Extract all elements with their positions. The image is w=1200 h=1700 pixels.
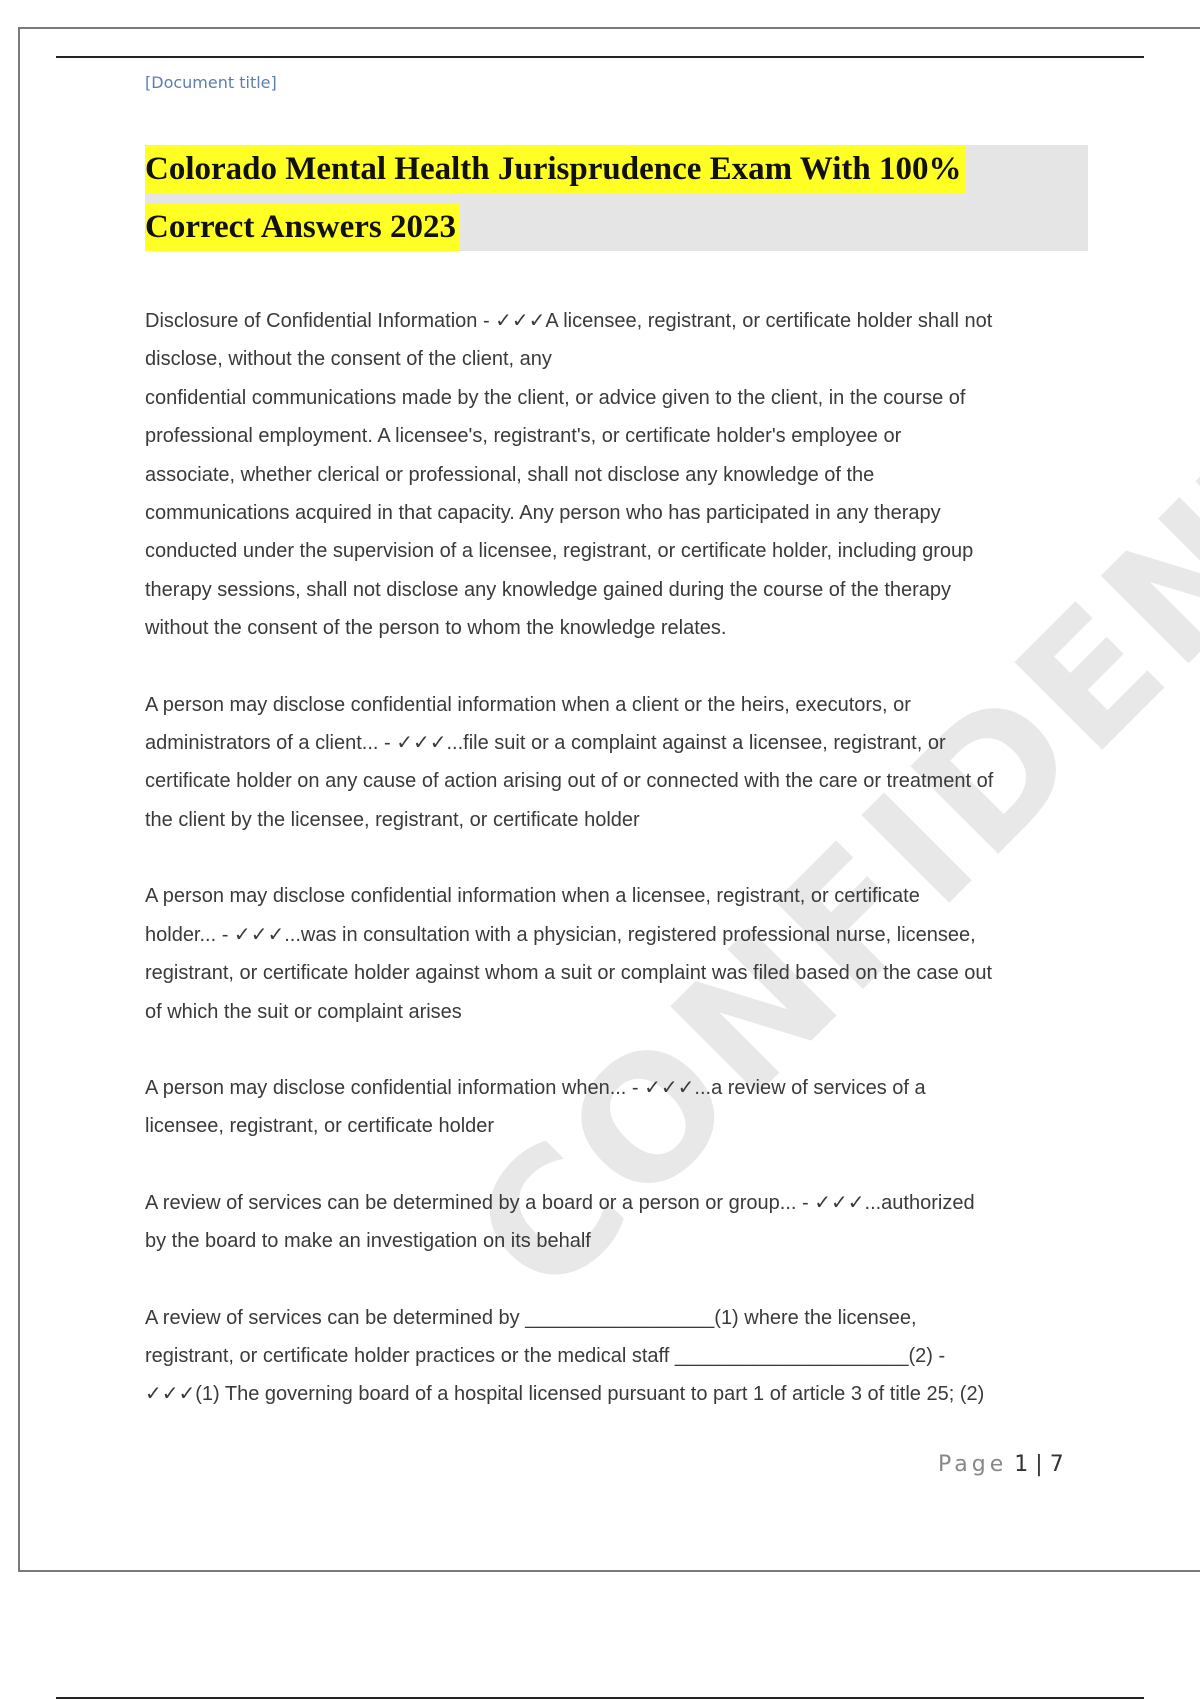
paragraph bbox=[145, 1069, 1095, 1146]
paragraph-line: administrators of a client... - ✓✓✓...file suit or a complaint against a licensee, registrant, or bbox=[145, 732, 946, 755]
paragraph-line: registrant, or certificate holder practices or the medical staff _____________________(2) - bbox=[145, 1344, 946, 1367]
paragraph-line: without the consent of the person to whom the knowledge relates. bbox=[145, 617, 727, 640]
paragraph-line: A person may disclose confidential information when... - ✓✓✓...a review of services of a bbox=[145, 1076, 926, 1099]
paragraph-line: licensee, registrant, or certificate holder bbox=[145, 1115, 495, 1138]
paragraph-line: certificate holder on any cause of action arising out of or connected with the care or treatment of bbox=[145, 770, 994, 793]
paragraph-line: A person may disclose confidential information when a licensee, registrant, or certificate bbox=[145, 885, 920, 908]
paragraph-line: registrant, or certificate holder against whom a suit or complaint was filed based on the case out bbox=[145, 962, 993, 985]
paragraph-line: A person may disclose confidential information when a client or the heirs, executors, or bbox=[145, 693, 911, 716]
page-label: Page bbox=[938, 1452, 1008, 1477]
title-line-2: Correct Answers 2023 bbox=[145, 203, 460, 251]
header-rule bbox=[56, 56, 1144, 58]
current-page: 1 bbox=[1014, 1452, 1029, 1477]
paragraph-line: associate, whether clerical or professional, shall not disclose any knowledge of the bbox=[145, 463, 875, 486]
paragraph bbox=[145, 302, 1095, 648]
paragraph-line: conducted under the supervision of a licensee, registrant, or certificate holder, including group bbox=[145, 540, 974, 563]
document-body bbox=[145, 302, 1095, 1452]
paragraph-line: disclose, without the consent of the client, any bbox=[145, 348, 552, 371]
next-page-rule bbox=[56, 1697, 1144, 1699]
total-pages: 7 bbox=[1049, 1452, 1064, 1477]
paragraph-line: therapy sessions, shall not disclose any knowledge gained during the course of the therapy bbox=[145, 578, 952, 601]
paragraph-line: Disclosure of Confidential Information - ✓✓✓A licensee, registrant, or certificate holder shall not bbox=[145, 310, 993, 332]
paragraph bbox=[145, 686, 1095, 840]
document-title-placeholder: [Document title] bbox=[145, 73, 277, 92]
title-block bbox=[145, 145, 1088, 251]
paragraph bbox=[145, 877, 1095, 1031]
page-separator: | bbox=[1035, 1452, 1043, 1477]
page-number bbox=[938, 1452, 1064, 1477]
paragraph-line: confidential communications made by the client, or advice given to the client, in the course of bbox=[145, 386, 966, 409]
paragraph-line: of which the suit or complaint arises bbox=[145, 1000, 462, 1023]
paragraph-line: holder... - ✓✓✓...was in consultation with a physician, registered professional nurse, licensee, bbox=[145, 923, 976, 946]
paragraph bbox=[145, 1184, 1095, 1261]
paragraph-line: ✓✓✓(1) The governing board of a hospital licensed pursuant to part 1 of article 3 of title 25; (2) bbox=[145, 1383, 985, 1406]
paragraph-line: the client by the licensee, registrant, or certificate holder bbox=[145, 808, 640, 831]
paragraph-line: by the board to make an investigation on its behalf bbox=[145, 1230, 591, 1253]
paragraph bbox=[145, 1299, 1095, 1414]
paragraph-line: A review of services can be determined by _________________(1) where the licensee, bbox=[145, 1306, 917, 1329]
title-line-1: Colorado Mental Health Jurisprudence Exam With 100% bbox=[145, 145, 965, 193]
paragraph-line: professional employment. A licensee's, registrant's, or certificate holder's employee or bbox=[145, 425, 902, 448]
paragraph-line: communications acquired in that capacity. Any person who has participated in any therapy bbox=[145, 502, 941, 525]
paragraph-line: A review of services can be determined by a board or a person or group... - ✓✓✓...authorized bbox=[145, 1191, 975, 1214]
